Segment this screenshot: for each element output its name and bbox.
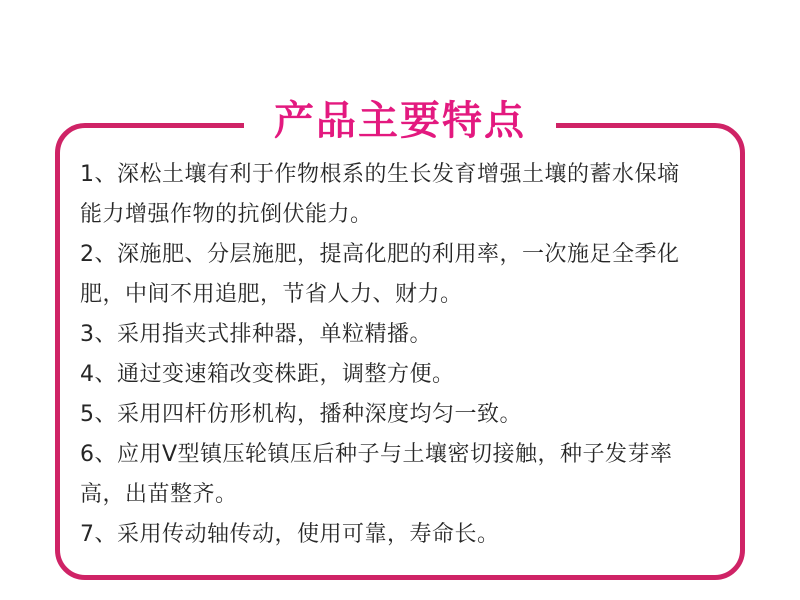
feature-line: 4、通过变速箱改变株距，调整方便。 bbox=[80, 362, 455, 387]
feature-line: 7、采用传动轴传动，使用可靠，寿命长。 bbox=[80, 522, 500, 547]
feature-line: 6、应用V型镇压轮镇压后种子与土壤密切接触，种子发芽率 bbox=[80, 442, 673, 467]
feature-line: 能力增强作物的抗倒伏能力。 bbox=[80, 202, 373, 227]
feature-line: 5、采用四杆仿形机构，播种深度均匀一致。 bbox=[80, 402, 522, 427]
feature-line: 1、深松土壤有利于作物根系的生长发育增强土壤的蓄水保墒 bbox=[80, 162, 680, 187]
feature-line: 高，出苗整齐。 bbox=[80, 482, 238, 507]
feature-line: 2、深施肥、分层施肥，提高化肥的利用率，一次施足全季化 bbox=[80, 242, 680, 267]
feature-line: 肥，中间不用追肥，节省人力、财力。 bbox=[80, 282, 463, 307]
feature-line: 3、采用指夹式排种器，单粒精播。 bbox=[80, 322, 432, 347]
page-title: 产品主要特点 bbox=[244, 97, 556, 145]
features-list bbox=[80, 155, 740, 555]
